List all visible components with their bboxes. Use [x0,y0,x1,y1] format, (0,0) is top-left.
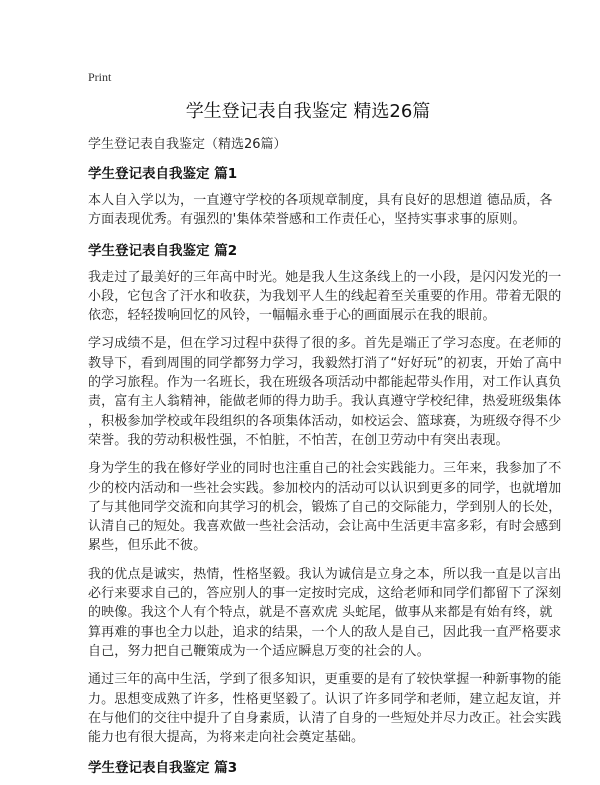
paragraph-line: 力。思想变成熟了许多，性格更坚毅了。认识了许多同学和老师，建立起友谊，并 [88,691,562,707]
page-title: 学生登记表自我鉴定 精选26篇 [185,101,431,122]
paragraph-line: 必行来要求自己的，答应别人的事一定按时完成，这给老师和同学们都留下了深刻 [88,586,562,602]
paragraph-line: 了与其他同学交流和向其学习的机会，锻炼了自己的交际能力，学到别人的长处， [88,499,562,515]
paragraph [88,191,553,230]
paragraph-line: 累些，但乐此不彼。 [88,538,207,554]
paragraph-line: 的映像。我这个人有个特点，就是不喜欢虎 头蛇尾，做事从来都是有始有终，就 [88,605,553,621]
paragraph [88,670,562,747]
paragraph-line: 我走过了最美好的三年高中时光。她是我人生这条线上的一小段，是闪闪发光的一 [88,269,562,285]
paragraph-line: 本人自入学以为，一直遵守学校的各项规章制度，具有良好的思想道 德品质，各 [88,193,553,208]
paragraph-line: 通过三年的高中生活，学到了很多知识，更重要的是有了较快掌握一种新事物的能 [88,672,562,688]
sections-container [88,162,563,777]
paragraph-line: 学习成绩不是，但在学习过程中获得了很的多。首先是端正了学习态度。在老师的 [88,336,562,352]
paragraph-line: 我的优点是诚实，热情，性格坚毅。我认为诚信是立身之本，所以我一直是以言出 [88,566,562,582]
paragraph [88,334,563,450]
section-heading: 学生登记表自我鉴定 篇1 [88,166,238,182]
section-heading: 学生登记表自我鉴定 篇3 [88,760,238,777]
paragraph-line: 的学习旅程。作为一名班长，我在班级各项活动中都能起带头作用，对工作认真负 [88,375,562,391]
paragraph-line: ，积极参加学校或年段组织的各项集体活动，如校运会、篮球赛，为班级夺得不少 [88,413,562,429]
document-subtitle: 学生登记表自我鉴定（精选26篇） [88,137,287,152]
paragraph-line: 身为学生的我在修好学业的同时也注重自己的社会实践能力。三年来，我参加了不 [88,461,562,477]
paragraph-line: 在与他们的交往中提升了自身素质，认清了自身的一些短处并尽力改正。社会实践 [88,710,562,726]
paragraph-line: 依恋，轻轻拨响回忆的风铃，一幅幅永垂于心的画面展示在我的眼前。 [88,308,496,324]
paragraph-line: 责，富有主人翁精神，能做老师的得力助手。我认真遵守学校纪律，热爱班级集体 [88,394,562,410]
paragraph-line: 能力也有很大提高，为将来走向社会奠定基础。 [88,730,365,746]
paragraph [88,268,562,326]
paragraph-line: 方面表现优秀。有强烈的'集体荣誉感和工作责任心，坚持实事求事的原则。 [88,212,526,228]
paragraph [88,565,562,661]
paragraph [88,459,562,555]
paragraph-line: 教导下，看到周围的同学都努力学习，我毅然打消了“好好玩”的初衷，开始了高中 [88,355,563,371]
document-page [88,70,563,785]
paragraph-line: 自己，努力把自己鞭策成为一个适应瞬息万变的社会的人。 [88,643,430,659]
paragraph-line: 认清自己的短处。我喜欢做一些社会活动，会让高中生活更丰富多彩，有时会感到 [88,519,562,535]
print-link[interactable]: Print [88,70,112,84]
paragraph-line: 小段，它包含了汗水和收获，为我划平人生的线起着至关重要的作用。带着无限的 [88,288,562,304]
paragraph-line: 算再难的事也全力以赴，追求的结果，一个人的敌人是自己，因此我一直严格要求 [88,624,562,640]
paragraph-line: 少的校内活动和一些社会实践。参加校内的活动可以认识到更多的同学，也就增加 [88,480,562,496]
section-heading: 学生登记表自我鉴定 篇2 [88,242,238,259]
paragraph-line: 荣誉。我的劳动积极性强，不怕脏，不怕苦，在创卫劳动中有突出表现。 [88,432,509,448]
